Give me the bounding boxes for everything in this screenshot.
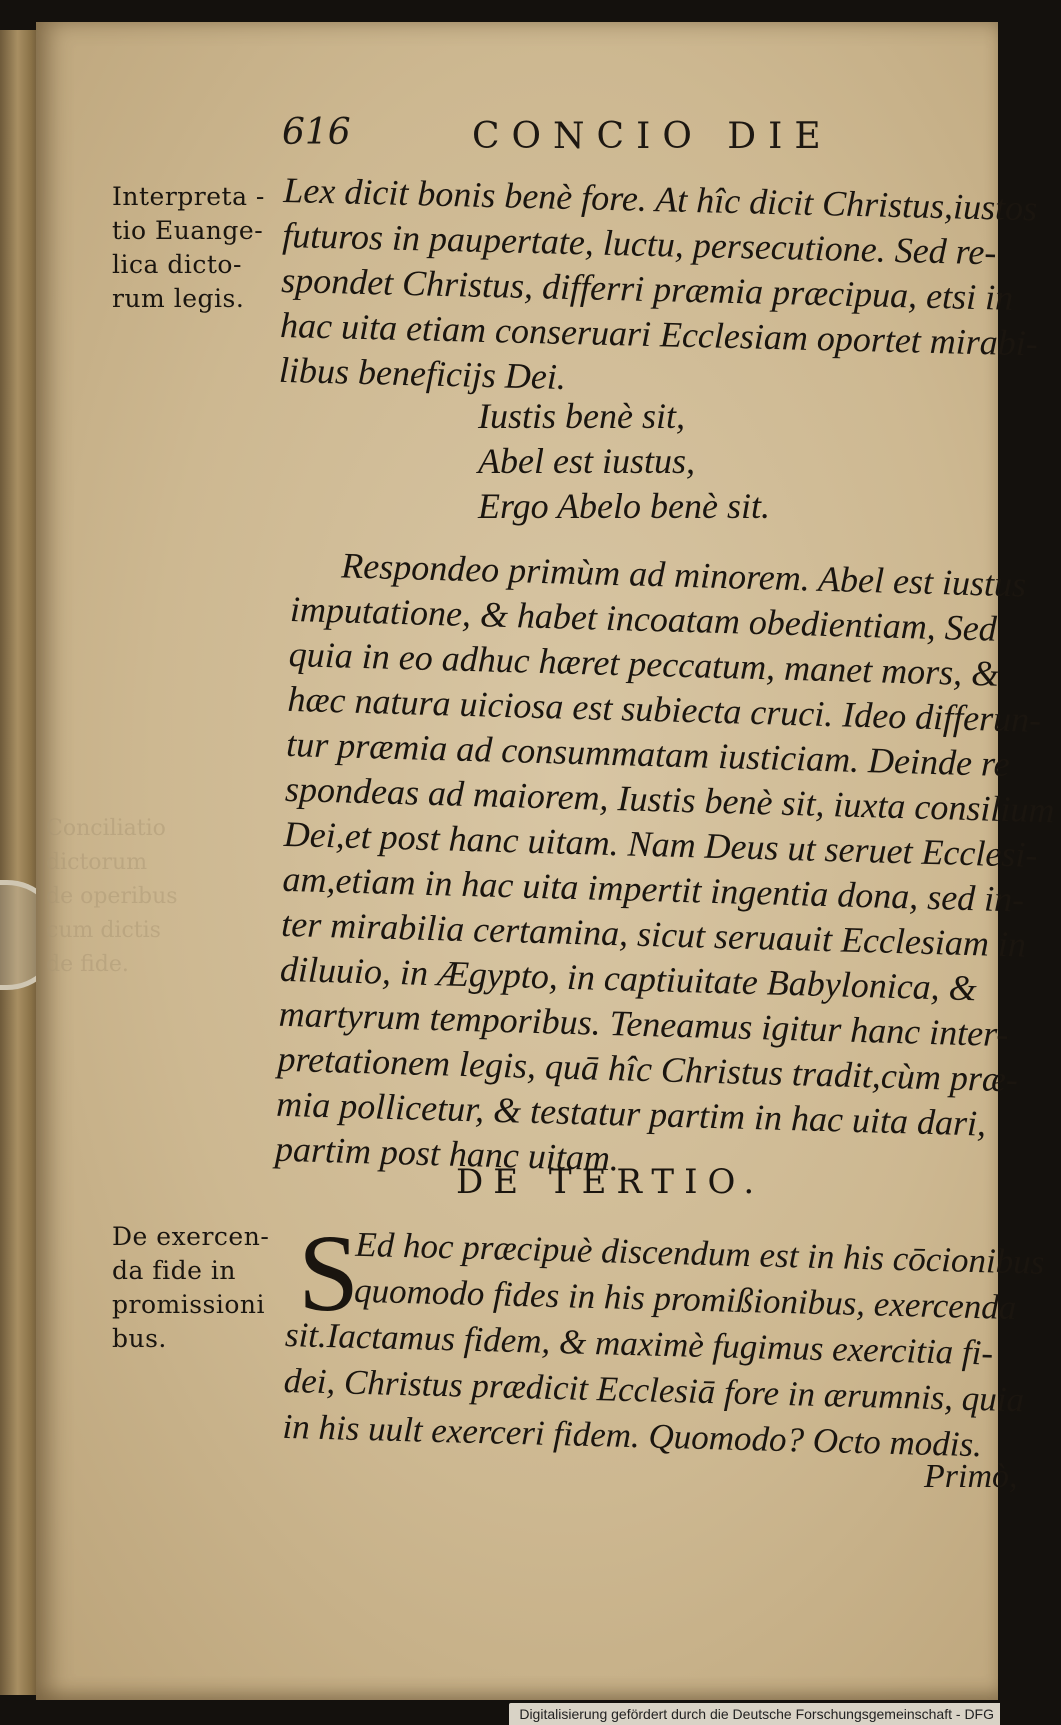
ghost-line: dictorum: [46, 850, 148, 875]
section-heading: DE TERTIO.: [456, 1162, 765, 1202]
syllogism: [478, 394, 770, 529]
syllogism-line: Ergo Abelo benè sit.: [478, 486, 770, 526]
text-line: hæc natura uiciosa est subiecta cruci. Ideo differun-: [287, 678, 1042, 740]
text-line: spondeas ad maiorem, Iustis benè sit, iuxta consilium: [284, 768, 1055, 831]
text-line: mia pollicetur, & testatur partim in hac uita dari,: [275, 1083, 987, 1144]
text-line: in his uult exerceri fidem. Quomodo? Octo modis.: [282, 1406, 983, 1465]
page-number: 616: [282, 112, 351, 153]
syllogism-line: Abel est iustus,: [478, 441, 695, 481]
text-line: quia in eo adhuc hæret peccatum, manet mors, &: [288, 633, 1000, 694]
paragraph-2: [274, 542, 1061, 1193]
text-line: partim post hanc uitam.: [274, 1128, 620, 1179]
drop-cap: S: [298, 1212, 360, 1334]
margin-note-line: rum legis.: [112, 284, 245, 313]
funding-footer: Digitalisierung gefördert durch die Deutsche Forschungsgemeinschaft - DFG: [509, 1703, 1000, 1725]
running-title: CONCIO DIE: [472, 116, 833, 157]
text-line: futuros in paupertate, luctu, persecutione. Sed re-: [281, 214, 997, 273]
bleed-through-text: [46, 812, 196, 982]
text-line: quomodo fides in his promißionibus, exercenda: [353, 1270, 1017, 1328]
catchword: Primò,: [924, 1458, 1018, 1495]
margin-note-exercenda: [112, 1220, 269, 1356]
margin-note-line: da fide in: [112, 1256, 236, 1285]
text-line: ter mirabilia certamina, sicut seruauit Ecclesiam in: [280, 903, 1027, 965]
running-head: [282, 112, 902, 162]
text-line: sit.Iactamus fidem, & maximè fugimus exercitia fi-: [284, 1314, 994, 1373]
text-line: dei, Christus prædicit Ecclesiā fore in ærumnis, quia: [283, 1360, 1025, 1420]
margin-note-line: lica dicto-: [112, 250, 242, 279]
book-page: [36, 22, 1055, 1700]
ghost-line: de operibus: [46, 884, 178, 909]
text-line: diluuio, in Ægypto, in captiuitate Babylonica, &: [279, 948, 978, 1009]
text-line: imputatione, & habet incoatam obedientiam, Sed: [289, 588, 998, 649]
ghost-line: de fide.: [46, 952, 129, 977]
paragraph-3: [282, 1212, 1045, 1470]
text-line: Ed hoc præcipuè discendum est in his cōcionibus: [354, 1224, 1045, 1282]
text-line: tur præmia ad consummatam iusticiam. Deinde re: [285, 723, 1011, 785]
text-line: spondet Christus, differri præmia præcipua, etsi in: [280, 259, 1014, 318]
text-line: am,etiam in hac uita impertit ingentia dona, sed in-: [282, 858, 1025, 920]
text-line: Respondeo primùm ad minorem. Abel est iustus: [340, 545, 1027, 605]
margin-note-line: promissioni: [112, 1290, 266, 1319]
syllogism-line: Iustis benè sit,: [478, 396, 685, 436]
text-line: Lex dicit bonis benè fore. At hîc dicit Christus,iustos: [282, 169, 1038, 229]
margin-note-line: bus.: [112, 1324, 167, 1353]
text-line: martyrum temporibus. Teneamus igitur hanc inter-: [278, 993, 1010, 1055]
ghost-line: cum dictis: [46, 918, 161, 943]
margin-note-line: De exercen-: [112, 1222, 270, 1251]
text-line: hac uita etiam conseruari Ecclesiam oportet mirabi-: [279, 304, 1039, 364]
margin-note-line: Interpreta -: [112, 182, 265, 211]
margin-note-interpretatio: [112, 180, 265, 316]
ghost-line: Conciliatio: [46, 816, 166, 841]
text-line: Dei,et post hanc uitam. Nam Deus ut seruet Ecclesi-: [283, 813, 1038, 875]
text-line: pretationem legis, quā hîc Christus tradit,cùm præ-: [277, 1038, 1019, 1100]
margin-note-line: tio Euange-: [112, 216, 264, 245]
text-line: libus beneficijs Dei.: [278, 349, 567, 397]
paragraph-1: [279, 168, 1042, 411]
